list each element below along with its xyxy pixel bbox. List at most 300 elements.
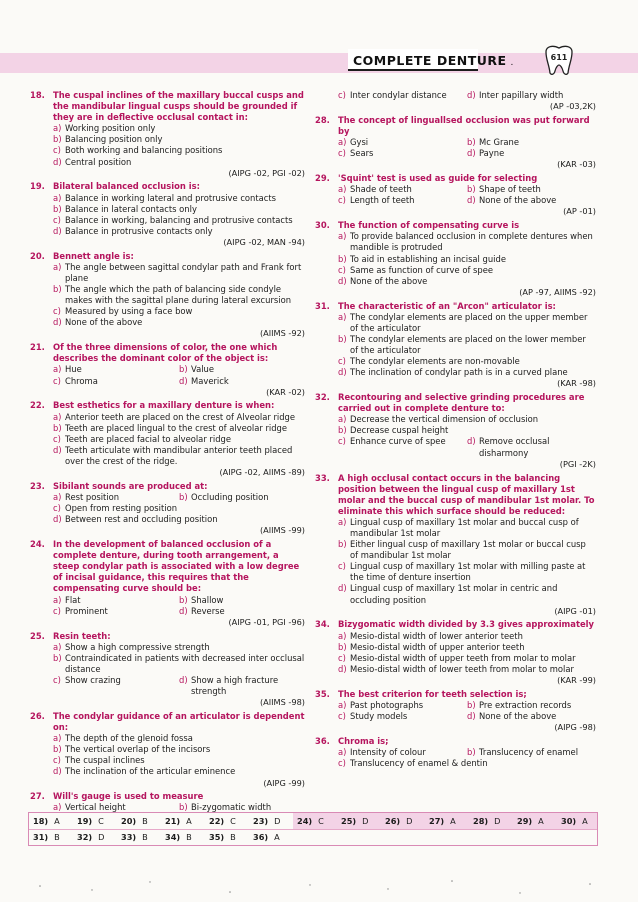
page-header <box>0 44 638 74</box>
option <box>467 137 596 148</box>
option-label: d) <box>467 710 476 721</box>
option-label: b) <box>338 333 347 344</box>
option-label: b) <box>467 184 476 195</box>
question-text: Best esthetics for a maxillary denture is when: <box>53 400 275 411</box>
option-text: Balance in lateral contacts only <box>65 203 197 214</box>
question-number: 25. <box>30 630 45 641</box>
option-row <box>338 184 596 195</box>
question-text: The best criterion for teeth selection is; <box>338 688 527 699</box>
option-label: a) <box>53 641 62 652</box>
question-number: 32. <box>315 392 330 403</box>
question-text: Bizygomatic width divided by 3.3 gives approximately <box>338 619 594 630</box>
option-label: c) <box>53 605 61 616</box>
option <box>53 675 179 697</box>
option-label: c) <box>338 148 346 159</box>
answer-number: 26) <box>385 815 401 826</box>
option <box>53 306 305 317</box>
exam-source: (KAR -03) <box>557 159 596 170</box>
option <box>53 123 305 134</box>
option-label: c) <box>53 306 61 317</box>
option-label: d) <box>467 90 476 100</box>
answer-cell <box>513 813 557 829</box>
option-text: Vertical height <box>65 802 126 813</box>
option-text: The angle between sagittal condylar path and Frank fort plane <box>65 261 302 283</box>
option <box>338 653 596 664</box>
option-label: c) <box>53 214 61 225</box>
option <box>338 90 467 101</box>
option-label: c) <box>338 710 346 721</box>
option-label: c) <box>338 652 346 663</box>
question-item <box>315 220 596 297</box>
option <box>53 145 305 156</box>
option-label: a) <box>338 630 347 641</box>
option-text: To provide balanced occlusion in complete dentures when mandible is protruded <box>350 231 593 253</box>
question-number: 35. <box>315 688 330 699</box>
option-text: None of the above <box>65 317 143 328</box>
option-label: d) <box>338 275 347 286</box>
answer-cell <box>73 830 117 845</box>
option <box>338 137 467 148</box>
option-text: Rest position <box>65 491 120 502</box>
option-text: Sears <box>350 148 374 159</box>
option-label: a) <box>338 311 347 322</box>
option-label: c) <box>338 356 346 367</box>
option <box>338 254 596 265</box>
answer-number: 22) <box>209 815 225 826</box>
answer-number: 35) <box>209 832 225 843</box>
question-text: Chroma is; <box>338 735 389 746</box>
option <box>179 492 305 503</box>
option-label: b) <box>338 539 347 550</box>
exam-source: (AIPG -98) <box>554 722 596 733</box>
option <box>338 631 596 642</box>
answer-value: A <box>274 832 280 843</box>
options-list <box>30 262 305 329</box>
option <box>467 90 596 101</box>
option <box>338 195 467 206</box>
option <box>53 755 305 766</box>
option-text: The cuspal inclines <box>65 755 145 766</box>
option-text: Inter papillary width <box>479 90 564 100</box>
option-label: a) <box>338 231 347 242</box>
question-head <box>315 220 596 231</box>
option-label: b) <box>53 284 62 295</box>
options-list <box>30 123 305 167</box>
option-text: Lingual cusp of maxillary 1st molar and buccal cusp of mandibular 1st molar <box>350 516 579 538</box>
answer-number: 24) <box>297 815 313 826</box>
option-text: The condylar elements are placed on the lower member of the articulator <box>350 333 586 355</box>
question-item <box>315 115 596 170</box>
option <box>53 606 179 617</box>
option <box>338 758 596 769</box>
option-text: Central position <box>65 156 132 167</box>
answer-value: D <box>274 815 281 826</box>
answer-number: 25) <box>341 815 357 826</box>
question-head <box>30 539 305 594</box>
option-text: Prominent <box>65 605 108 616</box>
question-text: The concept of linguallsed occlusion was put forward by <box>338 114 590 137</box>
question-number: 29. <box>315 173 330 184</box>
answer-cell <box>117 830 161 845</box>
option <box>53 434 305 445</box>
option-label: a) <box>53 411 62 422</box>
option-label: d) <box>53 766 62 777</box>
question-item <box>315 392 596 469</box>
option-label: d) <box>467 148 476 159</box>
option-label: d) <box>467 436 476 447</box>
option-text: Open from resting position <box>65 503 178 514</box>
option-text: Decrease cuspal height <box>350 425 449 436</box>
answer-number: 32) <box>77 832 93 843</box>
exam-source: (AIIMS -98) <box>259 697 305 708</box>
option-text: Teeth articulate with mandibular anterior teeth placed over the crest of the ridge. <box>65 444 293 466</box>
option-text: Balancing position only <box>65 134 163 145</box>
answer-number: 21) <box>165 815 181 826</box>
option-text: Anterior teeth are placed on the crest of Alveolar ridge <box>65 411 296 422</box>
option <box>467 148 596 159</box>
answer-cell <box>557 813 597 829</box>
exam-source: (AIPG -02, MAN -94) <box>223 236 305 247</box>
option-label: d) <box>53 317 62 328</box>
option-label: b) <box>338 253 347 264</box>
question-item <box>30 481 305 536</box>
options-list <box>30 412 305 467</box>
question-text: The condylar guidance of an articulator is dependent on: <box>53 710 305 733</box>
exam-source: (KAR -99) <box>557 674 596 685</box>
question-item <box>30 342 305 397</box>
option-row <box>53 595 305 606</box>
option-label: d) <box>338 663 347 674</box>
answer-value: A <box>582 815 588 826</box>
option-text: The angle which the path of balancing side condyle makes with the sagittal plane during lateral excursion <box>65 284 292 306</box>
question-number: 27. <box>30 791 45 802</box>
option-text: Value <box>191 364 214 375</box>
option <box>338 231 596 253</box>
option-label: a) <box>53 192 62 203</box>
question-head <box>315 392 596 414</box>
option <box>338 700 467 711</box>
question-item <box>30 539 305 627</box>
option-row <box>53 376 305 387</box>
question-head <box>315 173 596 184</box>
option-text: Flat <box>65 594 81 605</box>
options-list <box>315 137 596 159</box>
option-text: Past photographs <box>350 699 424 710</box>
question-head <box>315 115 596 137</box>
answer-value: C <box>230 815 236 826</box>
option-text: Shape of teeth <box>479 184 541 195</box>
option-text: Teeth are placed facial to alveolar ridge <box>65 433 231 444</box>
option <box>338 276 596 287</box>
option <box>338 436 467 458</box>
option-text: The inclination of the articular eminence <box>65 766 236 777</box>
answer-value: B <box>54 832 60 843</box>
option-text: Length of teeth <box>350 195 415 206</box>
option <box>338 265 596 276</box>
answer-number: 19) <box>77 815 93 826</box>
option <box>338 414 596 425</box>
answer-cell <box>249 830 293 845</box>
option-label: d) <box>338 583 347 594</box>
question-text: Bennett angle is: <box>53 250 134 261</box>
question-head <box>30 90 305 123</box>
page-number: 611 <box>550 53 568 62</box>
option-label: a) <box>53 261 62 272</box>
option-label: d) <box>467 195 476 206</box>
answer-cell <box>205 813 249 829</box>
question-number: 23. <box>30 480 45 491</box>
answer-value: C <box>98 815 104 826</box>
option-text: Study models <box>350 710 408 721</box>
option-label: a) <box>338 137 347 148</box>
option-text: Working position only <box>65 123 156 134</box>
option-label: a) <box>338 184 347 195</box>
option-text: Remove occlusal disharmony <box>479 436 550 458</box>
options-list <box>315 414 596 458</box>
option <box>338 711 467 722</box>
question-item <box>30 181 305 247</box>
option-label: d) <box>53 444 62 455</box>
option-text: To aid in establishing an incisal guide <box>350 253 506 264</box>
options-list <box>315 631 596 675</box>
answer-value: A <box>54 815 60 826</box>
option <box>53 157 305 168</box>
right-column <box>315 90 596 772</box>
question-head <box>30 400 305 411</box>
answer-number: 33) <box>121 832 137 843</box>
option-label: a) <box>53 802 62 813</box>
option-text: Enhance curve of spee <box>350 436 446 447</box>
question-item <box>315 736 596 769</box>
option-label: c) <box>338 264 346 275</box>
option <box>53 364 179 375</box>
question-number: 30. <box>315 220 330 231</box>
option-label: a) <box>53 491 62 502</box>
option-row <box>53 364 305 375</box>
option-text: Mesio-distal width of lower anterior teeth <box>350 630 523 641</box>
option-label: c) <box>53 755 61 766</box>
option-text: Payne <box>479 148 505 159</box>
options-list <box>30 364 305 386</box>
option <box>53 653 305 675</box>
option <box>53 492 179 503</box>
question-number: 34. <box>315 619 330 630</box>
option-label: d) <box>338 367 347 378</box>
options-list <box>315 184 596 206</box>
option-label: b) <box>179 491 188 502</box>
option <box>179 364 305 375</box>
option-text: Mc Grane <box>479 137 520 148</box>
option-row <box>338 137 596 148</box>
option-label: c) <box>338 758 346 769</box>
options-list <box>315 231 596 286</box>
exam-source: (PGI -2K) <box>559 458 596 469</box>
option-text: Contraindicated in patients with decreased inter occlusal distance <box>65 652 305 674</box>
option-label: d) <box>179 605 188 616</box>
option-label: a) <box>53 594 62 605</box>
option-text: Mesio-distal width of upper teeth from molar to molar <box>350 652 576 663</box>
option-label: b) <box>53 744 62 755</box>
question-item <box>315 90 596 112</box>
option-label: d) <box>53 156 62 167</box>
options-list <box>30 595 305 617</box>
option-row <box>338 747 596 758</box>
option-text: Show crazing <box>65 674 121 685</box>
option <box>338 583 596 605</box>
answer-key-table <box>28 812 598 846</box>
exam-source: (AIIMS -92) <box>259 328 305 339</box>
question-number: 36. <box>315 735 330 746</box>
answer-cell <box>29 830 73 845</box>
answer-cell <box>337 813 381 829</box>
question-head <box>315 619 596 630</box>
exam-source: (KAR -02) <box>266 386 305 397</box>
answer-cell <box>469 813 513 829</box>
question-head <box>315 689 596 700</box>
option-text: Occluding position <box>191 491 269 502</box>
answer-cell <box>205 830 249 845</box>
question-number: 31. <box>315 300 330 311</box>
option-row <box>53 675 305 697</box>
option-label: c) <box>53 503 61 514</box>
option-text: Both working and balancing positions <box>65 145 223 156</box>
answer-number: 34) <box>165 832 181 843</box>
option <box>467 700 596 711</box>
question-text: 'Squint' test is used as guide for selecting <box>338 173 538 184</box>
option <box>53 595 179 606</box>
question-text: The cuspal inclines of the maxillary buccal cusps and the mandibular lingual cusps should be grounded if they are in deflective occlusal contact in: <box>53 90 304 123</box>
exam-source: (AIPG -02, AIIMS -89) <box>219 467 305 478</box>
option-row <box>338 148 596 159</box>
option-text: The depth of the glenoid fossa <box>65 733 193 744</box>
option <box>338 184 467 195</box>
option <box>53 412 305 423</box>
question-number: 22. <box>30 400 45 411</box>
option <box>53 503 305 514</box>
options-list <box>315 312 596 379</box>
question-item <box>315 173 596 217</box>
option-label: a) <box>338 746 347 757</box>
answer-number: 30) <box>561 815 577 826</box>
option-label: c) <box>53 433 61 444</box>
options-list <box>315 747 596 769</box>
question-number: 20. <box>30 250 45 261</box>
option-label: d) <box>53 514 62 525</box>
exam-source: (AP -01) <box>563 206 596 217</box>
option <box>338 312 596 334</box>
option-text: Lingual cusp of maxillary 1st molar in centric and occluding position <box>350 583 558 605</box>
option <box>179 595 305 606</box>
option-text: Intensity of colour <box>350 746 426 757</box>
option-text: Same as function of curve of spee <box>350 264 494 275</box>
option-label: c) <box>338 436 346 447</box>
option <box>53 423 305 434</box>
option <box>53 134 305 145</box>
option <box>467 747 596 758</box>
option-label: b) <box>467 746 476 757</box>
options-list <box>315 90 596 101</box>
option-text: Measured by using a face bow <box>65 306 193 317</box>
question-head <box>30 481 305 492</box>
option-text: Teeth are placed lingual to the crest of alveolar ridge <box>65 422 288 433</box>
options-list <box>315 517 596 606</box>
question-number: 26. <box>30 710 45 721</box>
options-list <box>30 642 305 697</box>
option <box>53 766 305 777</box>
option-text: Between rest and occluding position <box>65 514 218 525</box>
option-text: Balance in protrusive contacts only <box>65 225 213 236</box>
option-row <box>338 436 596 458</box>
option-label: c) <box>53 375 61 386</box>
answer-cell <box>29 813 73 829</box>
option-text: Translucency of enamel & dentin <box>350 758 488 769</box>
question-text: Of the three dimensions of color, the one which describes the dominant color of the object is: <box>53 342 278 364</box>
option-label: c) <box>53 145 61 156</box>
option-label: b) <box>467 137 476 148</box>
option-text: Gysi <box>350 137 369 148</box>
page-title: COMPLETE DENTURE . <box>353 53 514 68</box>
option-text: Bi-zygomatic width <box>191 802 272 813</box>
question-text: Sibilant sounds are produced at: <box>53 480 208 491</box>
option <box>53 204 305 215</box>
option-text: Show a high compressive strength <box>65 641 210 652</box>
question-head <box>315 736 596 747</box>
option-label: b) <box>338 641 347 652</box>
option-text: None of the above <box>350 275 428 286</box>
exam-source: (AIPG -99) <box>263 777 305 788</box>
answer-value: B <box>230 832 236 843</box>
option-text: Mesio-distal width of lower teeth from molar to molar <box>350 663 574 674</box>
option-row <box>338 700 596 711</box>
question-head <box>30 791 305 802</box>
exam-source: (AIIMS -99) <box>259 525 305 536</box>
option-text: The condylar elements are non-movable <box>350 356 520 367</box>
answer-value: D <box>406 815 413 826</box>
answer-value: C <box>318 815 324 826</box>
option <box>467 436 596 458</box>
option-text: Balance in working, balancing and protrusive contacts <box>65 214 293 225</box>
question-head <box>30 342 305 364</box>
answer-value: A <box>450 815 456 826</box>
question-number: 21. <box>30 342 45 353</box>
answer-cell <box>293 813 337 829</box>
options-list <box>30 193 305 237</box>
exam-source: (AIPG -02, PGI -02) <box>228 167 305 178</box>
option-label: c) <box>338 195 346 206</box>
question-text: Will's gauge is used to measure <box>53 791 204 802</box>
question-item <box>315 619 596 685</box>
option-label: d) <box>53 225 62 236</box>
answer-number: 18) <box>33 815 49 826</box>
option <box>53 317 305 328</box>
option <box>338 561 596 583</box>
option-text: Mesio-distal width of upper anterior teeth <box>350 641 525 652</box>
option <box>338 539 596 561</box>
option-label: d) <box>179 674 188 685</box>
option-text: Maverick <box>191 375 229 386</box>
option <box>53 284 305 306</box>
option-label: a) <box>53 364 62 375</box>
answer-value: D <box>362 815 369 826</box>
option-text: The inclination of condylar path is in a curved plane <box>350 367 568 378</box>
question-number: 24. <box>30 539 45 550</box>
option-text: Balance in working lateral and protrusive contacts <box>65 192 277 203</box>
exam-source: (AIPG -01, PGI -96) <box>228 616 305 627</box>
question-text: A high occlusal contact occurs in the balancing position between the lingual cusp of maxillary 1st molar and the buccal cusp of mandibular 1st molar. To eliminate this which surface should be reduced: <box>338 472 595 516</box>
option <box>53 376 179 387</box>
option-label: b) <box>467 699 476 710</box>
option <box>338 148 467 159</box>
